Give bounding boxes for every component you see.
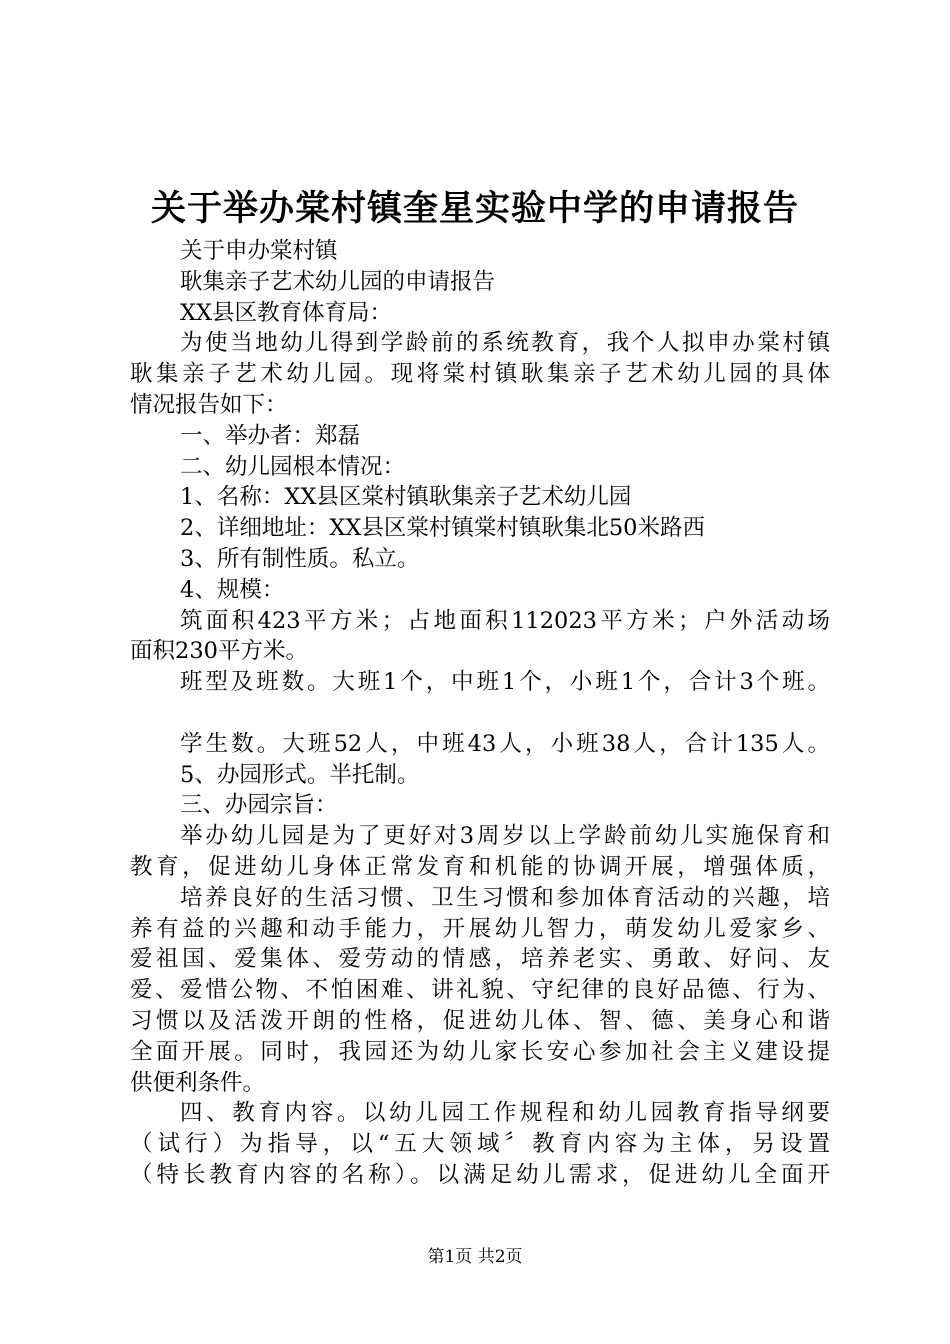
paragraph-line: 养有益的兴趣和动手能力，开展幼儿智力，萌发幼儿爱家乡、	[130, 915, 830, 942]
paragraph-line: 3、所有制性质。私立。	[180, 545, 420, 572]
paragraph-line: （试行）为指导，以“五大领域〞教育内容为主体，另设置	[130, 1131, 830, 1158]
paragraph-line: 2、详细地址：XX县区棠村镇棠村镇耿集北50米路西	[180, 515, 705, 542]
paragraph-line: 关于申办棠村镇	[180, 238, 338, 264]
paragraph-line: 习惯以及活泼开朗的性格，促进幼儿体、智、德、美身心和谐	[130, 1007, 830, 1034]
document-body	[130, 236, 830, 1191]
paragraph-line: 为使当地幼儿得到学龄前的系统教育，我个人拟申办棠村镇	[180, 330, 830, 357]
paragraph-line: 培养良好的生活习惯、卫生习惯和参加体育活动的兴趣，培	[180, 884, 830, 911]
paragraph-line: 教育，促进幼儿身体正常发育和机能的协调开展，增强体质，	[130, 853, 830, 880]
paragraph-line: XX县区教育体育局：	[180, 299, 393, 326]
paragraph-line: 爱祖国、爱集体、爱劳动的情感，培养老实、勇敢、好问、友	[130, 946, 830, 973]
paragraph-line: 四、教育内容。以幼儿园工作规程和幼儿园教育指导纲要	[180, 1100, 830, 1127]
paragraph-line: 5、办园形式。半托制。	[180, 761, 420, 788]
paragraph-line: 4、规模：	[180, 576, 285, 603]
paragraph-line: 爱、爱惜公物、不怕困难、讲礼貌、守纪律的良好品德、行为、	[130, 977, 830, 1004]
paragraph-line: 供便利条件。	[130, 1069, 266, 1096]
paragraph-line: 耿集亲子艺术幼儿园的申请报告	[180, 268, 496, 295]
blank-line	[130, 698, 830, 729]
paragraph-line: 筑面积423平方米；占地面积112023平方米；户外活动场	[180, 607, 830, 634]
paragraph-line: 二、幼儿园根本情况：	[180, 453, 406, 480]
paragraph-line: 班型及班数。大班1个，中班1个，小班1个，合计3个班。	[180, 669, 830, 696]
paragraph-line: 举办幼儿园是为了更好对3周岁以上学龄前幼儿实施保育和	[180, 823, 830, 850]
paragraph-line: 情况报告如下：	[130, 391, 288, 418]
document-title: 关于举办棠村镇奎星实验中学的申请报告	[150, 188, 799, 229]
paragraph-line: 1、名称：XX县区棠村镇耿集亲子艺术幼儿园	[180, 484, 632, 511]
page-footer: 第1页 共2页	[427, 1247, 523, 1267]
paragraph-line: （特长教育内容的名称）。以满足幼儿需求，促进幼儿全面开	[130, 1161, 830, 1188]
paragraph-line: 三、办园宗旨：	[180, 792, 338, 819]
paragraph-line: 全面开展。同时，我园还为幼儿家长安心参加社会主义建设提	[130, 1038, 830, 1065]
paragraph-line: 一、举办者：郑磊	[180, 422, 361, 449]
paragraph-line: 学生数。大班52人，中班43人，小班38人，合计135人。	[180, 730, 830, 757]
paragraph-line: 耿集亲子艺术幼儿园。现将棠村镇耿集亲子艺术幼儿园的具体	[130, 361, 830, 388]
paragraph-line: 面积230平方米。	[130, 638, 308, 665]
